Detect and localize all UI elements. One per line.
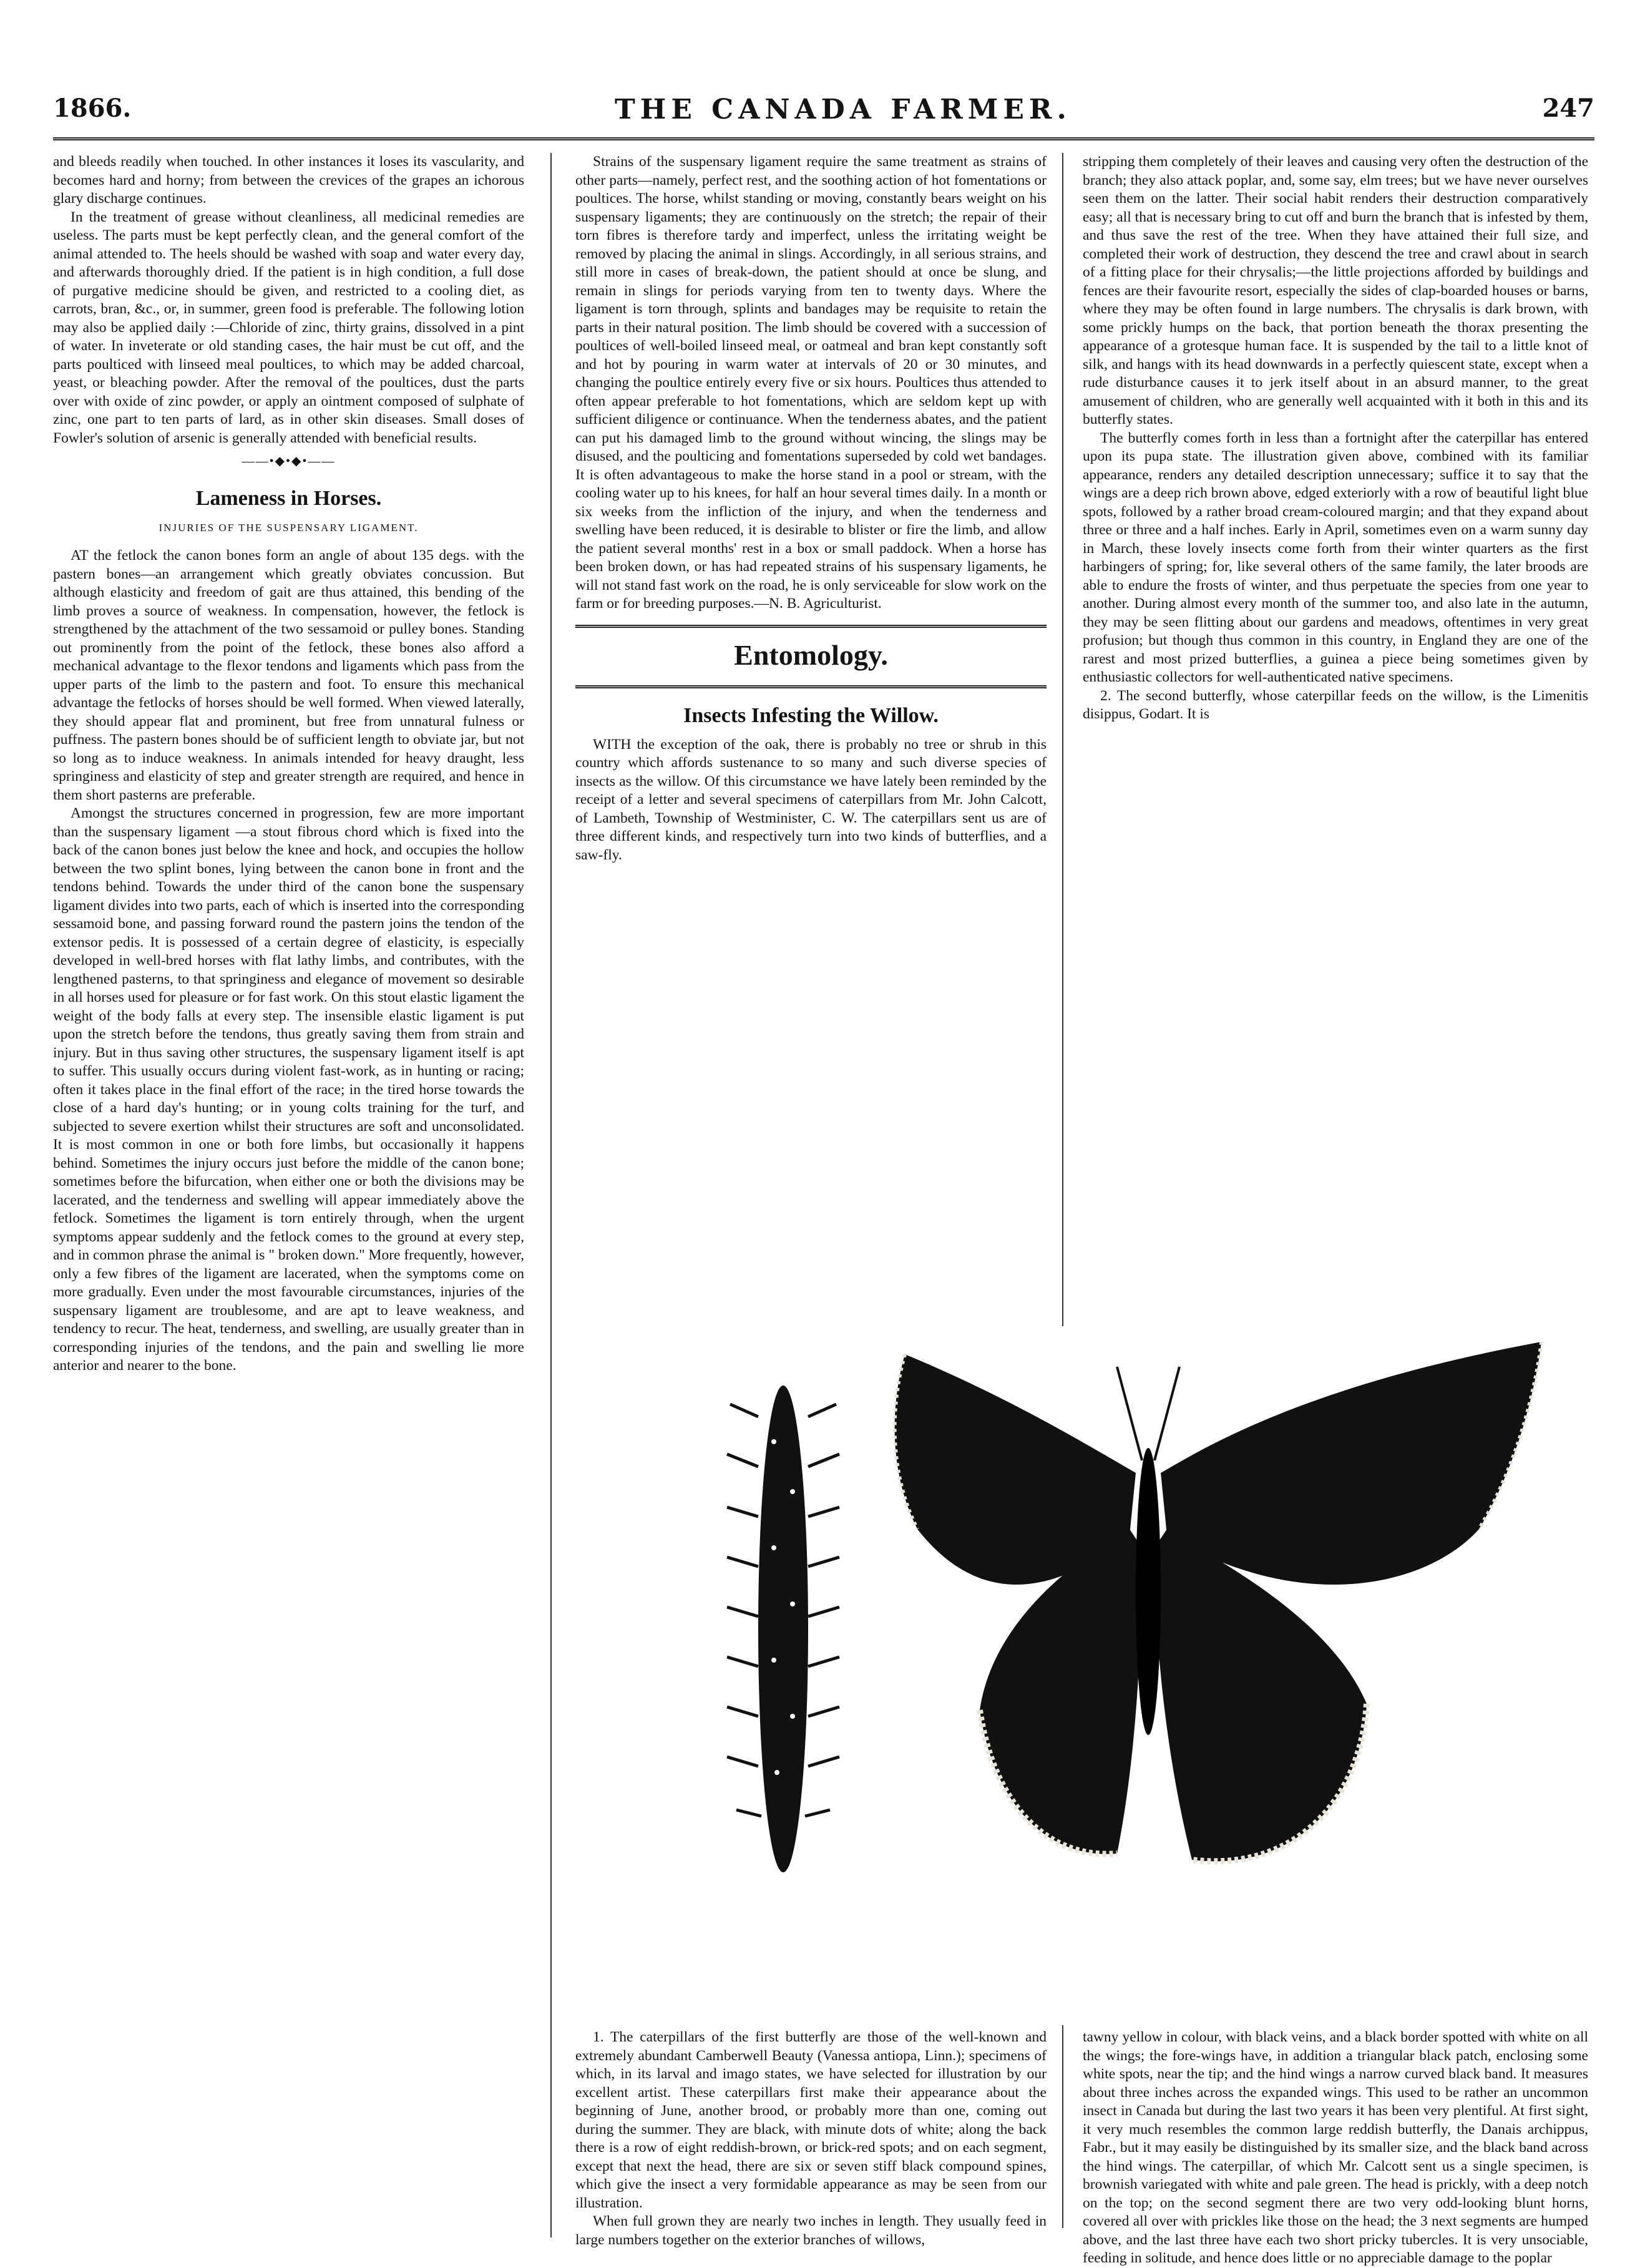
col1-paragraph-4: Amongst the structures concerned in progression, few are more important than the suspensary ligament —a stout fibrous chord which is fixed into the back of the canon bones just below the knee and hock, and occupies the hollow between the two splint bones, lying between the canon bone in front and the tendons behind. Towards the under third of the canon bone the suspensary ligament divides into two parts, each of which is inserted into the corresponding sessamoid bone, and passing forward round the pastern joins the tendon of the extensor pedis. It is possessed of a certain degree of elasticity, is especially developed in well-bred horses with flat lathy limbs, and contributes, with the lengthened pasterns, to that springiness and elegance of movement so desirable in all horses used for pleasure or for fast work. On this stout elastic ligament the weight of the body falls at every step. The insensible elastic ligament is put upon the stretch before the tendons, thus greatly saving them from strain and injury. But in thus saving other structures, the suspensary ligament itself is apt to suffer. This usually occurs during violent fast-work, as in hunting or racing; often it takes place in the final effort of the race; in the tired horse towards the close of a hard day's hunting; or in young colts training for the turf, and subjected to severe exertion whilst their structures are soft and unconsolidated. It is most common in one or both fore limbs, but occasionally it happens behind. Sometimes the injury occurs just before the middle of the canon bone; sometimes before the bifurcation, when either one or both the divisions may be lacerated, and the tenderness and swelling will appear immediately above the fetlock. Sometimes the ligament is torn entirely through, when the urgent symptoms appear suddenly and the fetlock comes to the ground at every step, and in common phrase the animal is " broken down." More frequently, however, only a few fibres of the ligament are lacerated, when the symptoms come on more gradually. Even under the most favourable circumstances, injuries of the suspensary ligament are troublesome, and are apt to leave weakness, and tendency to recur. The heat, tenderness, and swelling, are usually greater than in corresponding injuries of the tendons, and the pain and swelling lie more anterior and nearer to the bone. xyxy=(53,805,524,1374)
bottom3-paragraph-1: tawny yellow in colour, with black veins, and a black border spotted with white on all the wings; the fore-wings have, in addition a triangular black patch, enclosing some white spots, near the tip; and the hind wings a narrow curved black band. It measures about three inches across the expanded wings. This used to be rather an uncommon insect in Canada but during the last two years it has been very plentiful. At first sight, it very much resembles the common large reddish butterfly, the Danais archippus, Fabr., but it may easily be distinguished by its smaller size, and the black band across the hind wings. The caterpillar, of which Mr. Calcott sent us a single specimen, is brownish variegated with white and pale green. The head is prickly, with a deep notch on the top; on the second segment there are two very odd-looking blunt horns, covered all over with prickles like those on the head; the 3 next segments are humped above, and the last three have each two short pricky tubercles. It is very unsociable, feeding in solitude, and hence does little or no appreciable damage to the poplar xyxy=(1083,2029,1588,2266)
column-3 xyxy=(1083,153,1588,1320)
ornament-divider: ——•◆•◆•—— xyxy=(242,454,336,468)
section-heading-entomology: Entomology. xyxy=(734,638,888,671)
col1-paragraph-1: and bleeds readily when touched. In other instances it loses its vascularity, and becomes hard and horny; from between the crevices of the grapes an ichorous glary discharge continues. xyxy=(53,154,524,207)
insect-illustration xyxy=(580,1323,1591,2010)
header-page-number: 247 xyxy=(1542,94,1594,123)
column-2 xyxy=(575,153,1047,1017)
butterfly-icon xyxy=(895,1342,1541,1861)
article-heading-willow: Insects Infesting the Willow. xyxy=(683,703,939,727)
col3-paragraph-1: stripping them completely of their leaves and causing very often the destruction of the branch; they also attack poplar, and, some say, elm trees; but we have never ourselves seen them on the latter. Their social habit renders their destruction comparatively easy; all that is necessary bring to cut off and burn the branch that is infested by them, and thus save the rest of the tree. When they have attained their full size, and completed their work of destruction, they descend the tree and crawl about in search of a fitting place for their chrysalis;—the little projections afforded by buildings and fences are their favourite resort, especially the sides of clap-boarded houses or barns, where they may be often found in large numbers. The chrysalis is dark brown, with some prickly humps on the back, that portion beneath the thorax presenting the appearance of a grotesque human face. It is suspended by the tail to a little knot of silk, and hangs with its head downwards in a perfectly quiescent state, except when a rude disturbance causes it to jerk itself about in an absurd manner, to the great amusement of children, who are generally well acquainted with it both in this and its butterfly states. xyxy=(1083,154,1588,428)
section-rule-top xyxy=(575,625,1047,628)
col2-paragraph-1: Strains of the suspensary ligament require the same treatment as strains of other parts—namely, perfect rest, and the soothing action of hot fomentations or poultices. The horse, whilst standing or moving, constantly bears weight on his suspensary ligaments; they are continuously on the stretch; the repair of their torn fibres is therefore tardy and imperfect, unless the irritating weight be removed by placing the animal in slings. Accordingly, in all serious strains, and still more in cases of break-down, the patient should at once be slung, and remain in slings for periods varying from ten to twenty days. Where the ligament is torn through, splints and bandages may be requisite to retain the parts in their natural position. The limb should be covered with a succession of poultices of well-boiled linseed meal, or oatmeal and bran kept constantly soft and hot by pouring in warm water at intervals of 20 or 30 minutes, and changing the poultice entirely every five or six hours. Poultices thus attended to often appear preferable to hot fomentations, which are seldom kept up with sufficient diligence or continuance. When the tenderness abates, and the patient can put his damaged limb to the ground without wincing, the slings may be disused, and the poulticing and fomentations superseded by cold wet bandages. It is often advantageous to make the horse stand in a pool or stream, with the cooling water up to his knees, for half an hour several times daily. In a month or six weeks from the infliction of the injury, and when the tenderness and swelling have been reduced, it is desirable to blister or fire the limb, and allow the patient several months' rest in a box or small paddock. When a horse has been broken down, or has had repeated strains of his suspensary ligaments, he will not stand fast work on the road, he is only serviceable for slow work on the farm or for breeding purposes.—N. B. Agriculturist. xyxy=(575,154,1047,612)
column-1 xyxy=(53,153,524,2169)
page-header xyxy=(53,94,1594,137)
header-title: THE CANADA FARMER. xyxy=(615,94,1071,125)
column-divider-2 xyxy=(1062,153,1063,1326)
column-divider-1 xyxy=(550,153,552,2237)
bottom2-paragraph-2: When full grown they are nearly two inches in length. They usually feed in large numbers together on the exterior branches of willows, xyxy=(575,2213,1047,2248)
header-rule xyxy=(53,137,1594,140)
caterpillar-icon xyxy=(727,1386,839,1872)
column-3-bottom xyxy=(1083,2028,1588,2268)
bottom2-paragraph-1: 1. The caterpillars of the first butterfly are those of the well-known and extremely abundant Camberwell Beauty (Vanessa antiopa, Linn.); specimens of which, in its larval and imago states, we have selected for illustration by our excellent artist. These caterpillars first make their appearance about the beginning of June, another brood, or probably more than one, coming out during the summer. They are black, with minute dots of white; along the back there is a row of eight reddish-brown, or brick-red spots; and on each segment, except that next the head, there are six or seven stiff black compound spines, which give the insect a very formidable appearance as may be seen from our illustration. xyxy=(575,2029,1047,2211)
col2-paragraph-2: WITH the exception of the oak, there is probably no tree or shrub in this country which affords sustenance to so many and such diverse species of insects as the willow. Of this circumstance we have lately been reminded by the receipt of a letter and several specimens of caterpillars from Mr. John Calcott, of Lambeth, Township of Westminister, C. W. The caterpillars sent us are of three different kinds, and respectively turn into two kinds of butterflies, and a saw-fly. xyxy=(575,736,1047,863)
column-2-bottom xyxy=(575,2028,1047,2249)
article-subheading-injuries: INJURIES OF THE SUSPENSARY LIGAMENT. xyxy=(159,521,419,534)
col1-paragraph-2: In the treatment of grease without cleanliness, all medicinal remedies are useless. The parts must be kept perfectly clean, and the general comfort of the animal attended to. The heels should be washed with soap and water every day, and afterwards thoroughly dried. If the patient is in high condition, a full dose of purgative medicine should be given, and restricted to a cooling diet, as carrots, bran, &c., or, in summer, green food is preferable. The following lotion may also be applied daily :—Chloride of zinc, thirty grains, dissolved in a pint of water. In inveterate or old standing cases, the hair must be cut off, and the parts poulticed with linseed meal poultices, to which may be added charcoal, yeast, or bleaching powder. After the removal of the poultices, dust the parts over with oxide of zinc powder, or apply an ointment composed of sulphate of zinc, one part to ten parts of lard, as in other skin diseases. Small doses of Fowler's solution of arsenic is generally attended with beneficial results. xyxy=(53,208,524,446)
section-rule-bottom xyxy=(575,685,1047,688)
col3-paragraph-2: The butterfly comes forth in less than a fortnight after the caterpillar has entered upon its pupa state. The illustration given above, combined with its familiar appearance, renders any detailed description unnecessary; suffice it to say that the wings are a deep rich brown above, edged exteriorly with a row of beautiful light blue spots, followed by a rather broad cream-coloured margin; and that they expand about three or three and a half inches. Early in April, sometimes even on a warm sunny day in March, these lovely insects come forth from their winter quarters as the first harbingers of spring; for, like several others of the same family, the later broods are able to endure the frosts of winter, and thus perpetuate the species from one year to another. During almost every month of the summer too, and also late in the autumn, they may be seen flitting about our gardens and meadows, oftentimes in very great profusion; but though thus common in this country, in England they are one of the rarest and most prized butterflies, a guinea a piece being sometimes given by enthusiastic collectors for well-authenticated native specimens. xyxy=(1083,429,1588,685)
header-year: 1866. xyxy=(53,94,132,123)
col1-paragraph-3: AT the fetlock the canon bones form an angle of about 135 degs. with the pastern bones—an arrangement which greatly obviates concussion. But although elasticity and freedom of gait are thus attained, this bending of the limb proves a source of weakness. In compensation, however, the fetlock is strengthened by the attachment of the two sessamoid or pulley bones. Standing out prominently from the point of the fetlock, these bones also afford a mechanical advantage to the flexor tendons and ligaments which pass from the upper parts of the limb to the pastern and foot. To ensure this mechanical advantage the fetlocks of horses should be well formed. When viewed laterally, they should appear flat and prominent, but free from unnatural fulness or puffness. The pastern bones should be of sufficient length to obviate jar, but not so long as to induce weakness. In animals intended for heavy draught, less springiness and elasticity of step and greater strength are required, and hence in them short pasterns are preferable. xyxy=(53,547,524,803)
col3-paragraph-3: 2. The second butterfly, whose caterpillar feeds on the willow, is the Limenitis disippus, Godart. It is xyxy=(1083,687,1588,722)
article-heading-lameness: Lameness in Horses. xyxy=(195,486,382,510)
column-divider-3 xyxy=(1062,2025,1063,2228)
